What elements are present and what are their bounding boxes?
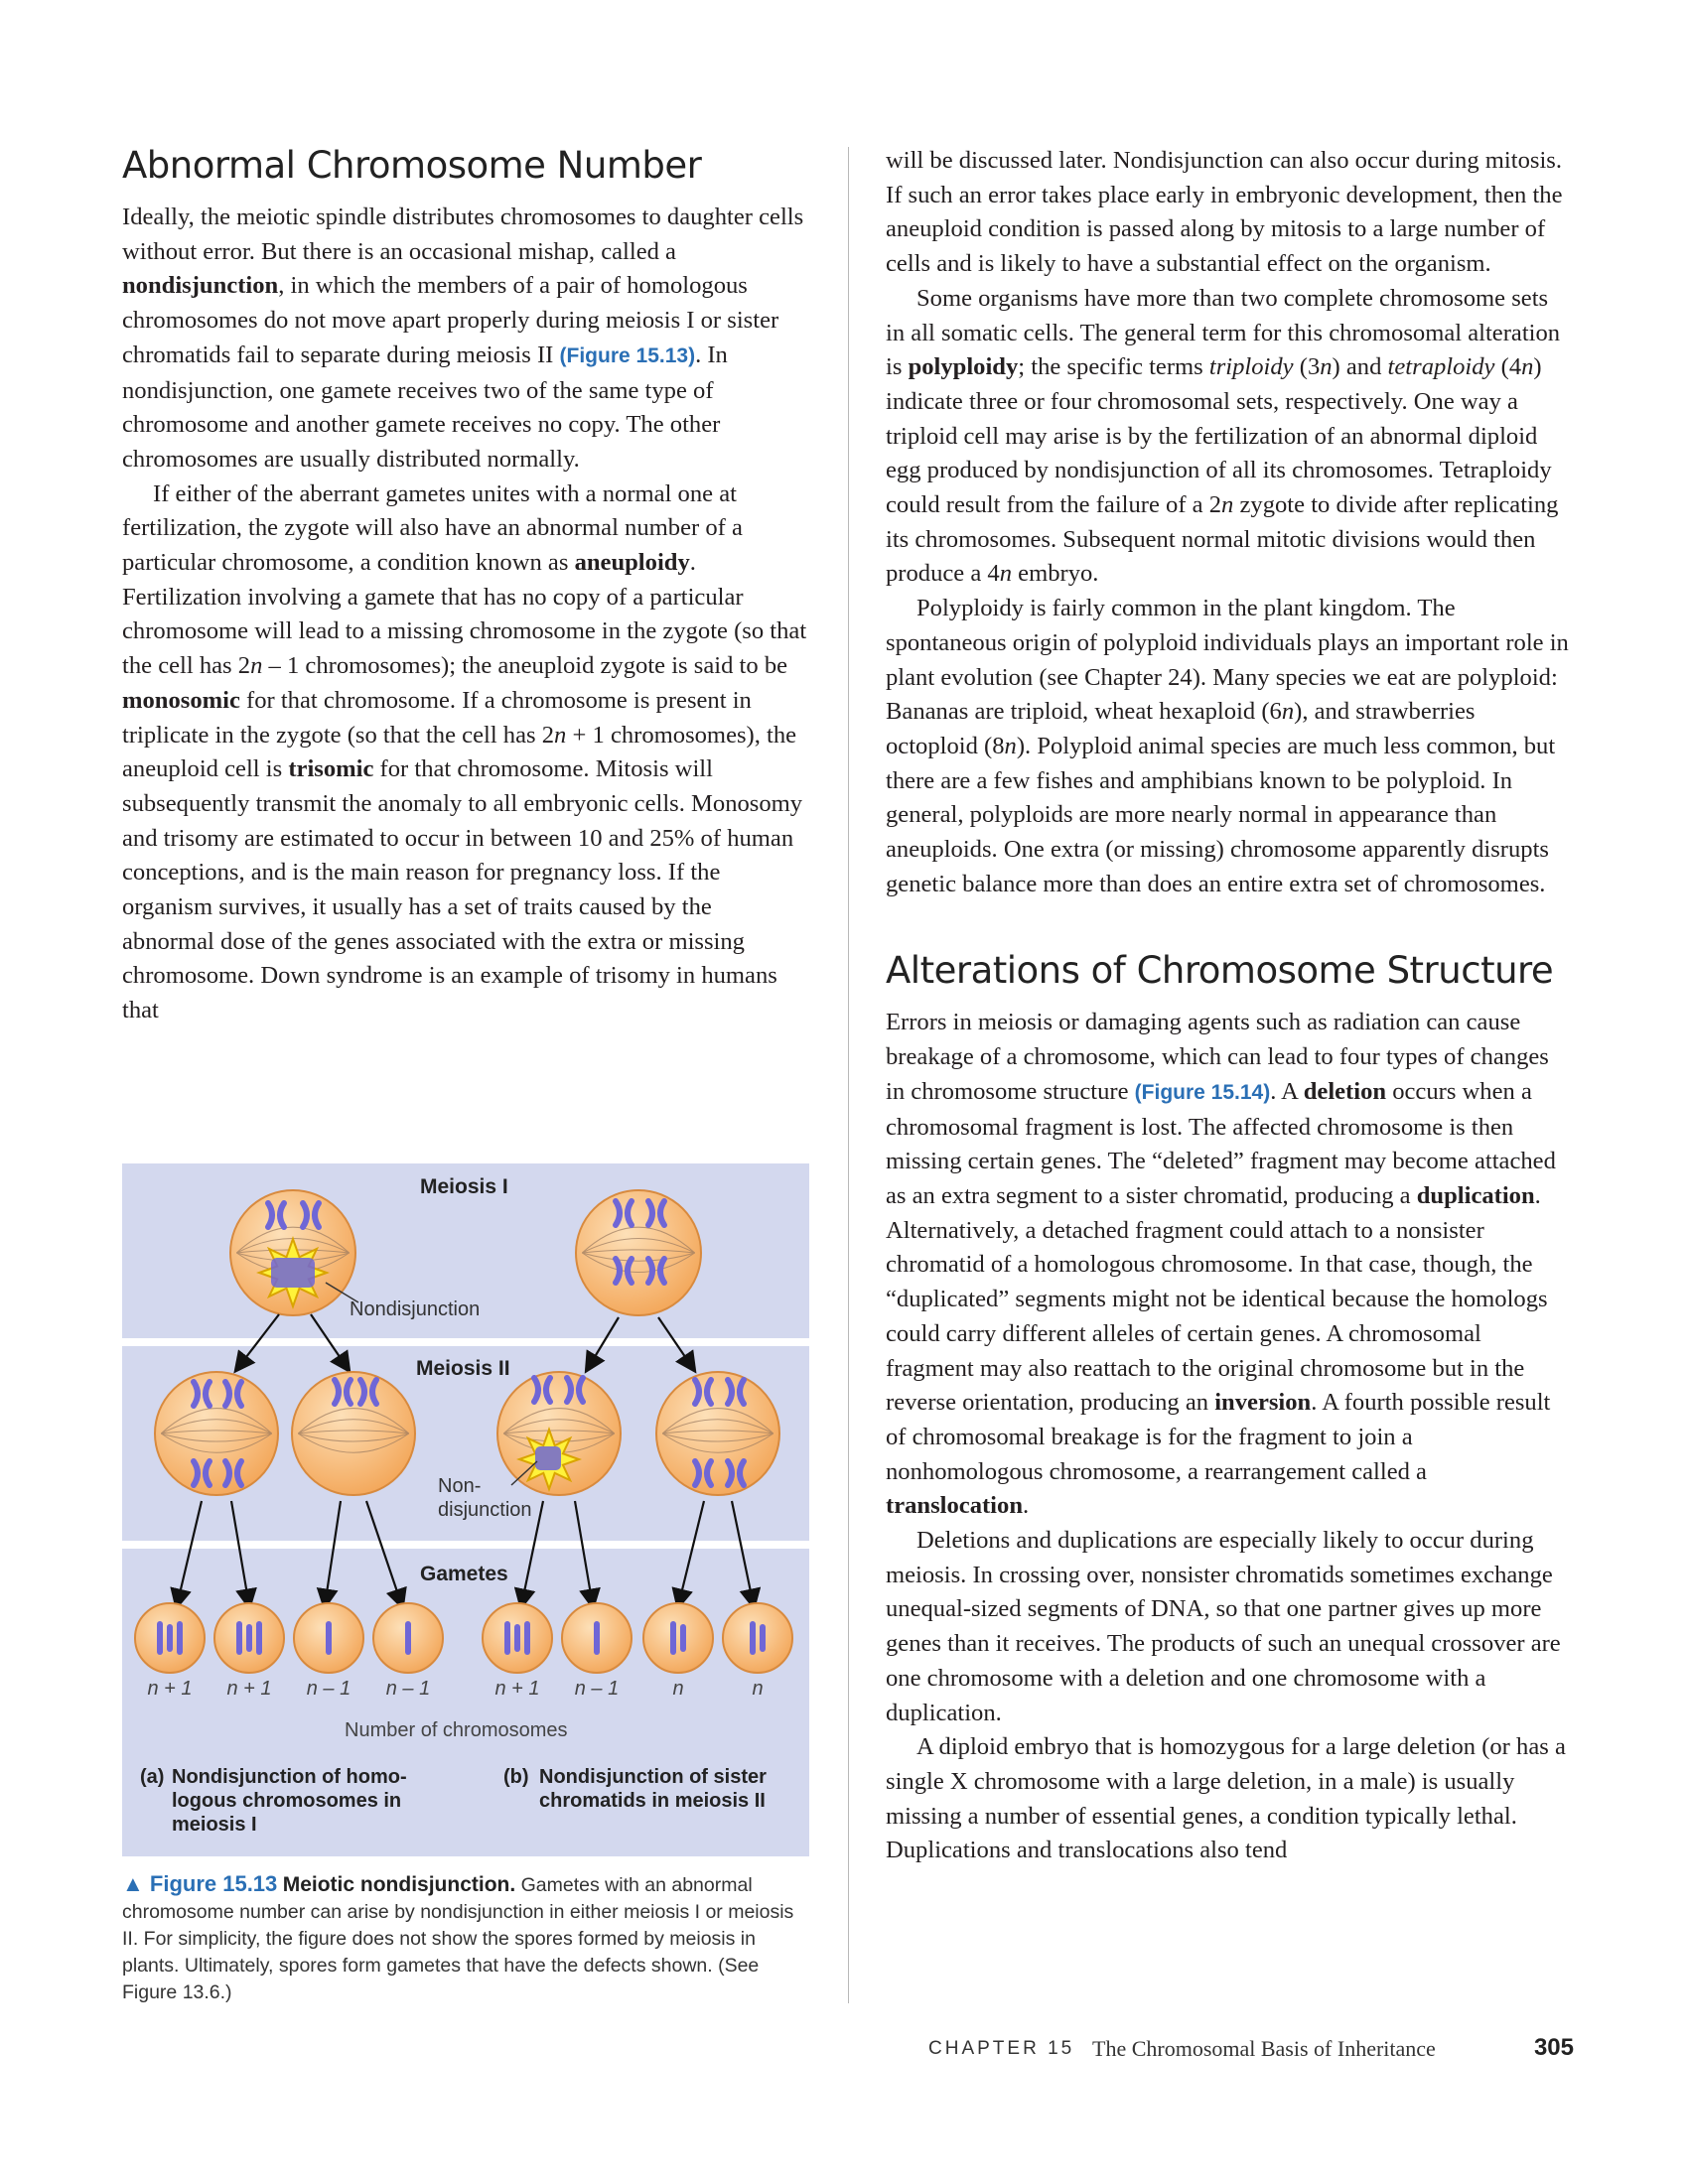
gamete-chromosome [326,1621,332,1655]
label-number-of-chromosomes: Number of chromosomes [345,1719,568,1741]
text-run: . A fourth possible result of chromosomal breakage is for the fragment to join a nonhomologous chromosome, a rearrangement called a [886,1389,1551,1485]
text-run: Ideally, the meiotic spindle distributes chromosomes to daughter cells without error. But there is an occasional mishap, called a [122,204,804,265]
paragraph [122,478,807,1028]
cell-meiosis2-3 [497,1372,621,1495]
footer-book-title: The Chromosomal Basis of Inheritance [1092,2036,1436,2061]
gamete-count-label: n + 1 [226,1678,272,1700]
key-term: polyploidy [908,353,1019,381]
text-run: – 1 chromosomes); the aneuploid zygote is said to be [262,652,788,680]
text-run: triploidy [1208,353,1294,381]
label-disjunction: disjunction [438,1499,532,1521]
key-term: deletion [1303,1077,1387,1105]
left-body [122,201,807,1028]
cell-meiosis2-2 [292,1372,415,1495]
text-run: embryo. [1012,560,1099,588]
gamete-count-label: n [752,1678,764,1700]
key-term: translocation [886,1492,1023,1520]
text-run: . Alternatively, a detached fragment could attach to a nonsister chromatid of a homologous chromosome. In that case, though, the “duplicated” segments might not be identical because the homologs could carry different alleles of certain genes. A chromosomal fragment may also reattach to the original chromosome but in the reverse orientation, producing an [886,1181,1548,1417]
text-run: Deletions and duplications are especially likely to occur during meiosis. In crossing over, nonsister chromatids sometimes exchange unequal-sized segments of DNA, so that one partner gives up more genes than it receives. The products of such an unequal crossover are one chromosome with a deletion and one chromosome with a duplication. [886,1527,1561,1726]
key-term: monosomic [122,686,240,714]
gamete-count-label: n [672,1678,684,1700]
paragraph [886,1730,1571,1868]
right-column [886,144,1571,1868]
text-run: + 1 chromosomes), the aneuploid cell is [122,721,797,783]
gamete-count-label: n – 1 [385,1678,431,1700]
caption-text: Gametes with an abnormal chromosome number can arise by nondisjunction in either meiosis I or meiosis II. For simplicity, the figure does not show the spores formed by meiosis in plants. Ultimately, spores form gametes that have the defects shown. (See Figure 13.6.) [122,1874,794,2003]
gamete-chromosome [750,1621,756,1655]
page-footer [928,2034,1574,2068]
text-run: . A [1270,1077,1304,1105]
gamete-cell [643,1603,713,1673]
clumped-chromosomes [271,1258,315,1288]
figure-caption [122,1870,809,2006]
paragraph [122,201,807,478]
paragraph [886,1524,1571,1730]
label-meiosis-2: Meiosis II [416,1357,510,1380]
right-body-2 [886,1006,1571,1868]
sub-b-line2: chromatids in meiosis II [539,1790,766,1812]
gamete-chromosome [405,1621,411,1655]
gamete-chromosome [504,1621,510,1655]
column-divider [848,147,849,2003]
text-run: Some organisms have more than two complete chromosome sets in all somatic cells. The general term for this chromosomal alteration is [886,284,1561,381]
text-run: ; the specific terms [1018,353,1209,381]
text-run: ). Polyploid animal species are much less common, but there are a few fishes and amphibians known to be polyploid. In general, polyploids are more nearly normal in appearance than aneuploids. One extra (or missing) chromosome apparently disrupts genetic balance more than does an entire extra set of chromosomes. [886,732,1556,897]
text-run: . In nondisjunction, one gamete receives two of the same type of chromosome and another gamete receives no copy. The other chromosomes are usually distributed normally. [122,341,728,473]
figure-reference-link[interactable]: (Figure 15.14) [1134,1080,1271,1104]
text-run: ), and strawberries octoploid (8 [886,698,1476,759]
gamete-count-label: n + 1 [494,1678,540,1700]
figure-15-13 [122,1163,809,1856]
paragraph [886,592,1571,901]
text-run: Errors in meiosis or damaging agents such as radiation can cause breakage of a chromosome, which can lead to four types of changes in chromosome structure [886,1009,1549,1105]
text-run: for that chromosome. If a chromosome is present in triplicate in the zygote (so that the cell has 2 [122,686,752,749]
figure-reference-link[interactable]: (Figure 15.13) [559,343,696,367]
text-run: (3 [1293,353,1321,381]
gamete-chromosome [524,1621,530,1655]
key-term: duplication [1416,1181,1535,1209]
gamete-chromosome [256,1621,262,1655]
label-gametes: Gametes [420,1563,508,1585]
sub-b-line1: Nondisjunction of sister [539,1766,767,1788]
gamete-count-label: n – 1 [574,1678,620,1700]
text-run: zygote to divide after replicating its chromosomes. Subsequent normal mitotic divisions would then produce a 4 [886,491,1559,588]
gamete-chromosome [594,1621,600,1655]
clumped-chromatids [535,1446,561,1470]
paragraph [886,144,1571,282]
gamete-chromosome [236,1621,242,1655]
gamete-count-label: n – 1 [306,1678,352,1700]
text-run: n [554,721,567,749]
sub-a-line1: Nondisjunction of homo- [172,1766,407,1788]
paragraph [886,282,1571,592]
cell-meiosis2-4 [656,1372,779,1495]
text-run: , in which the members of a pair of homologous chromosomes do not move apart properly during meiosis I or sister chromatids fail to separate during meiosis II [122,272,779,368]
label-meiosis-1: Meiosis I [420,1175,508,1198]
gamete-chromosome [760,1624,766,1652]
gamete-count-label: n + 1 [147,1678,193,1700]
gamete-chromosome [680,1624,686,1652]
gamete-chromosome [157,1621,163,1655]
sub-a-line3: meiosis I [172,1814,257,1836]
sub-b-letter: (b) [503,1766,529,1788]
caption-label: ▲ Figure 15.13 [122,1871,278,1896]
gamete-chromosome [246,1624,252,1652]
text-run: occurs when a chromosomal fragment is lost. The affected chromosome is then missing certain genes. The “deleted” fragment may become attached as an extra segment to a sister chromatid, producing a [886,1077,1556,1209]
text-run: . Fertilization involving a gamete that has no copy of a particular chromosome will lead to a missing chromosome in the zygote (so that the cell has 2 [122,549,807,680]
key-term: nondisjunction [122,272,279,300]
text-run: n [999,560,1013,588]
paragraph [886,1006,1571,1524]
text-run: (4 [1494,353,1522,381]
text-run: If either of the aberrant gametes unites with a normal one at fertilization, the zygote will also have an abnormal number of a particular chromosome, a condition known as [122,479,743,577]
label-nondisjunction: Nondisjunction [350,1298,481,1320]
text-run: n [1004,732,1017,759]
left-column [122,144,807,1028]
sub-a-line2: logous chromosomes in [172,1790,402,1812]
text-run: . [1023,1492,1030,1520]
gamete-chromosome [670,1621,676,1655]
section-heading-structure: Alterations of Chromosome Structure [886,949,1554,993]
text-run: tetraploidy [1387,353,1495,381]
cell-meiosis2-1 [155,1372,278,1495]
text-run: ) indicate three or four chromosomal sets, respectively. One way a triploid cell may arise is by the fertilization of an abnormal diploid egg produced by nondisjunction of all its chromosomes. Tetraploidy could result from the failure of a 2 [886,353,1552,519]
gamete-chromosome [177,1621,183,1655]
gamete-cell [723,1603,792,1673]
footer-chapter: CHAPTER 15 [928,2038,1075,2059]
cell-meiosis1-b [576,1190,701,1315]
text-run: n [1221,491,1234,519]
gamete-chromosome [167,1624,173,1652]
text-run: n [1320,353,1333,381]
text-run: n [1521,353,1534,381]
sub-a-letter: (a) [140,1766,165,1788]
key-term: inversion [1214,1389,1312,1417]
key-term: aneuploidy [574,549,690,577]
right-body-1 [886,144,1571,901]
page-number: 305 [1533,2034,1574,2061]
text-run: Polyploidy is fairly common in the plant kingdom. The spontaneous origin of polyploid individuals plays an important role in plant evolution (see Chapter 24). Many species we eat are polyploid: Bananas are triploid, wheat hexaploid (6 [886,595,1569,726]
label-non: Non- [438,1475,482,1497]
text-run: A diploid embryo that is homozygous for a large deletion (or has a single X chromosome with a large deletion, in a male) is usually missing a number of essential genes, a condition typically lethal. Duplications and translocations also tend [886,1733,1566,1864]
caption-title: Meiotic nondisjunction. [282,1873,516,1896]
key-term: trisomic [288,755,374,783]
text-run: ) and [1332,353,1388,381]
text-run: for that chromosome. Mitosis will subsequently transmit the anomaly to all embryonic cells. Monosomy and trisomy are estimated to occur in between 10 and 25% of human conceptions, and is the main reason for pregnancy loss. If the organism survives, it usually has a set of traits caused by the abnormal dose of the genes associated with the extra or missing chromosome. Down syndrome is an example of trisomy in humans that [122,755,803,1024]
section-heading-abnormal-number: Abnormal Chromosome Number [122,144,702,187]
text-run: will be discussed later. Nondisjunction can also occur during mitosis. If such an error takes place early in embryonic development, then the aneuploid condition is passed along by mitosis to a large number of cells and is likely to have a substantial effect on the organism. [886,147,1563,278]
text-run: n [250,652,263,680]
text-run: n [1281,698,1295,726]
gamete-chromosome [514,1624,520,1652]
